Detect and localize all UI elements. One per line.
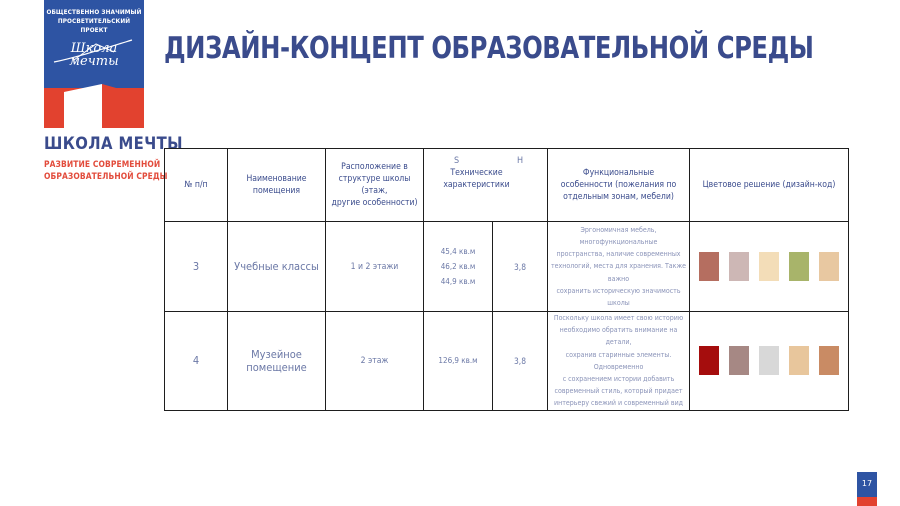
- color-swatch: [759, 346, 779, 375]
- header-text: особенности (пожелания по: [560, 180, 677, 190]
- function-line: необходимо обратить внимание на детали,: [559, 326, 678, 347]
- color-palette: [690, 346, 848, 375]
- area-value: 44,9 кв.м: [440, 277, 476, 286]
- brand-title: ШКОЛА МЕЧТЫ: [44, 134, 183, 153]
- header-text: другие особенности): [331, 198, 418, 208]
- page-number-accent: [857, 497, 877, 506]
- cell-location: 1 и 2 этажи: [326, 222, 424, 312]
- color-swatch: [759, 252, 779, 281]
- cell-colors: [690, 222, 849, 312]
- cell-area: 126,9 кв.м: [424, 312, 493, 411]
- brand-subtitle-line: ОБРАЗОВАТЕЛЬНОЙ СРЕДЫ: [44, 171, 168, 181]
- color-swatch: [729, 346, 749, 375]
- function-line: технологий, места для хранения. Также важно: [551, 262, 687, 283]
- header-text: Функциональные: [582, 168, 655, 178]
- cell-height: 3,8: [493, 312, 548, 411]
- function-line: интерьеру свежий и современный вид: [553, 399, 684, 408]
- function-line: с сохранением истории добавить: [562, 375, 675, 384]
- logo-caption-line: ПРОСВЕТИТЕЛЬСКИЙ ПРОЕКТ: [57, 17, 131, 34]
- header-s: S: [454, 156, 460, 166]
- function-line: сохранив старинные элементы. Одновременно: [565, 350, 672, 371]
- color-swatch: [699, 252, 719, 281]
- cell-area: [424, 222, 493, 312]
- project-logo: [44, 0, 144, 128]
- page-number: 17: [861, 479, 873, 488]
- function-line: современный стиль, который придает: [554, 387, 683, 396]
- color-palette: [690, 252, 848, 281]
- function-line: Поскольку школа имеет свою историю: [553, 314, 684, 322]
- color-swatch: [699, 346, 719, 375]
- header-text: Технические: [450, 168, 503, 178]
- cell-function: [548, 222, 690, 312]
- logo-script-text: [44, 42, 144, 68]
- header-text: характеристики: [443, 180, 510, 190]
- header-tech: [424, 149, 548, 222]
- cell-height: 3,8: [493, 222, 548, 312]
- function-line: пространства, наличие современных: [556, 250, 681, 259]
- logo-script-line: мечты: [69, 54, 119, 69]
- header-text: структуре школы (этаж,: [338, 174, 411, 196]
- table-row: [165, 312, 849, 411]
- header-color: Цветовое решение (дизайн-код): [690, 149, 849, 222]
- header-text: отдельным зонам, мебели): [563, 192, 674, 202]
- brand-subtitle-line: РАЗВИТИЕ СОВРЕМЕННОЙ: [44, 159, 161, 169]
- page-title: ДИЗАЙН-КОНЦЕПТ ОБРАЗОВАТЕЛЬНОЙ СРЕДЫ: [164, 31, 814, 66]
- logo-caption-line: ОБЩЕСТВЕННО ЗНАЧИМЫЙ: [46, 8, 142, 16]
- color-swatch: [789, 346, 809, 375]
- area-value: 46,2 кв.м: [440, 262, 476, 271]
- brand-subtitle: [44, 158, 168, 182]
- header-text: Расположение в: [341, 162, 408, 172]
- color-swatch: [729, 252, 749, 281]
- cell-colors: [690, 312, 849, 411]
- cell-function: [548, 312, 690, 411]
- header-text: [424, 167, 529, 191]
- page-number-badge: [857, 472, 877, 506]
- cell-location: 2 этаж: [326, 312, 424, 411]
- header-num: № п/п: [165, 149, 228, 222]
- cell-name: Учебные классы: [228, 222, 326, 312]
- color-swatch: [819, 252, 839, 281]
- logo-caption: [44, 8, 144, 35]
- design-concept-table: [164, 148, 848, 408]
- color-swatch: [819, 346, 839, 375]
- header-text: Наименование: [246, 174, 307, 184]
- cell-name: Музейное помещение: [228, 312, 326, 411]
- cell-num: 4: [165, 312, 228, 411]
- function-line: Эргономичная мебель, многофункциональные: [579, 225, 658, 246]
- logo-script-line: Школа: [70, 41, 118, 56]
- header-function: [548, 149, 690, 222]
- cell-num: 3: [165, 222, 228, 312]
- header-name: [228, 149, 326, 222]
- table-header-row: [165, 149, 849, 222]
- area-value: 45,4 кв.м: [440, 247, 476, 256]
- header-h: H: [517, 156, 524, 166]
- table-row: [165, 222, 849, 312]
- header-text: помещения: [252, 186, 301, 196]
- color-swatch: [789, 252, 809, 281]
- function-line: сохранить историческую значимость школы: [556, 286, 681, 307]
- header-location: [326, 149, 424, 222]
